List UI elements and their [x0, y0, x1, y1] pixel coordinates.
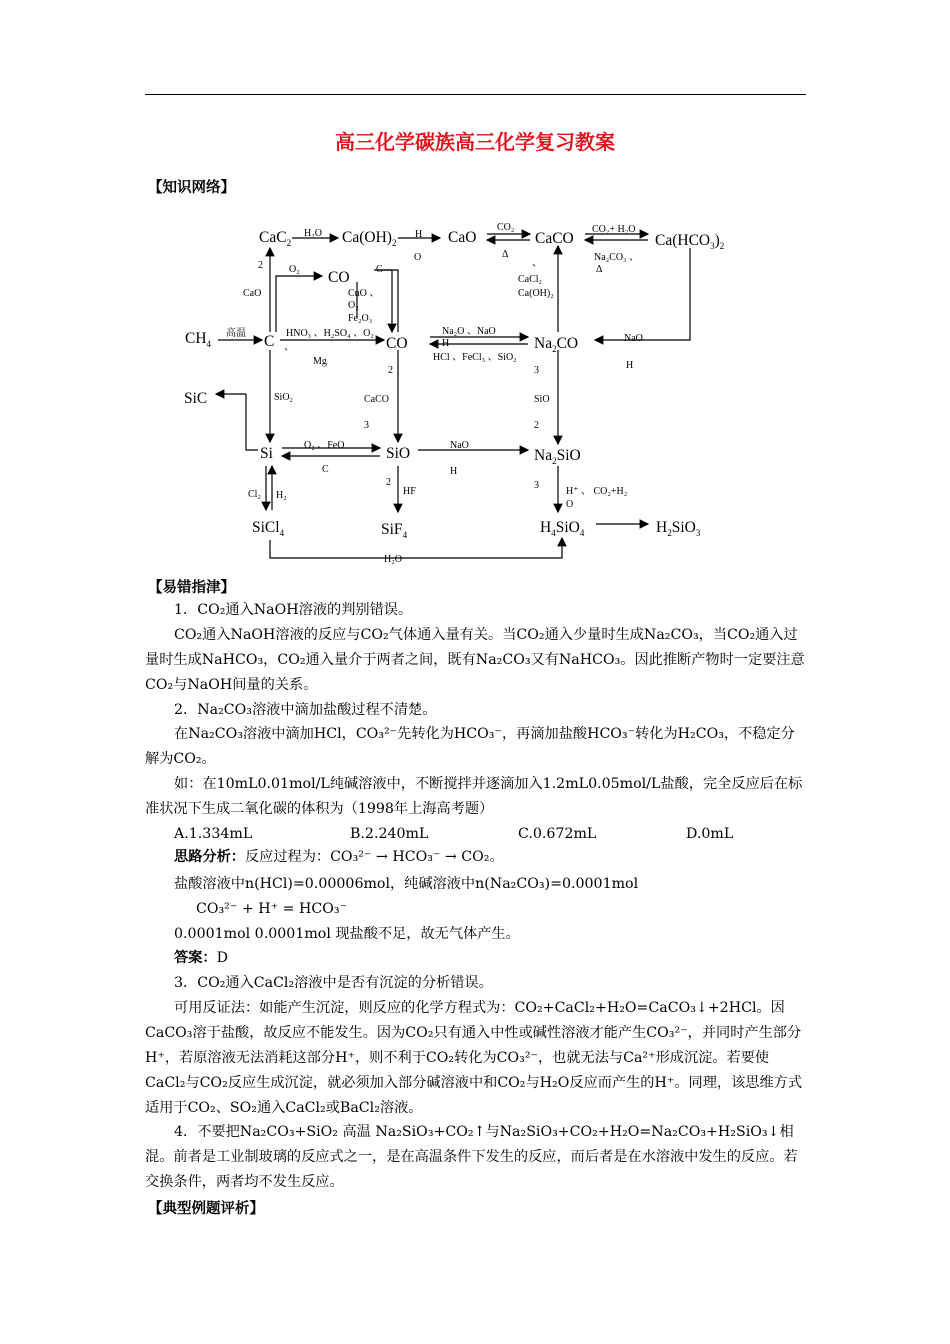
arrow-co-co2: [378, 270, 398, 332]
error-2-heading: 2．Na₂CO₃溶液中滴加盐酸过程不清楚。: [174, 702, 437, 718]
carbon-family-network-diagram: [0, 210, 950, 580]
label-sio2: SiO₂: [274, 392, 294, 403]
node-co2: CO: [328, 269, 350, 286]
node-na2sio3: $Na_2SiO$: [534, 447, 581, 466]
label-h2: H: [415, 229, 423, 240]
node-cahco32: $Ca(HCO_3)_2$: [655, 232, 725, 251]
label-hf: HF: [403, 486, 416, 497]
label-c: C: [376, 264, 383, 275]
error-4-paragraph: 4．不要把Na₂CO₃+SiO₂ 高温 Na₂SiO₃+CO₂↑与Na₂SiO₃+CO₂+H₂O=Na₂CO₃+H₂SiO₃↓相混。前者是工业制玻璃的反应式之一，是在高温条件下发生的反应，而后者是在水溶液中发生的反应。若交换条件，两者均不发生反应。: [145, 1124, 798, 1190]
label-cacl2: CaCl₂: [518, 274, 543, 285]
section-examples-heading: 【典型例题评析】: [148, 1201, 264, 1217]
label-sub2d: 2: [386, 477, 391, 488]
label-o2-feo: O₂ 、FeO: [304, 440, 345, 451]
node-sio2: SiO: [386, 445, 411, 462]
label-caoh2: Ca(OH)₂: [518, 288, 554, 299]
top-rule: [145, 94, 806, 95]
label-hcl: HCl 、FeCl₃ 、SiO₂: [433, 352, 517, 363]
label-hno3: HNO₃ 、H₂SO₄ 、O₂: [286, 328, 374, 339]
option-a: A.1.334mL: [174, 826, 253, 842]
analysis-moles: 0.0001mol 0.0001mol 现盐酸不足，故无气体产生。: [174, 926, 520, 942]
label-gaowen: 高温: [226, 328, 246, 339]
label-nao: NaO: [624, 333, 643, 344]
error-2-paragraph: 在Na₂CO₃溶液中滴加HCl，CO₃²⁻先转化为HCO₃⁻，再滴加盐酸HCO₃⁻转化为H₂CO₃，不稳定分解为CO₂。: [145, 726, 795, 767]
label-delta2: Δ: [596, 264, 603, 275]
node-co: CO: [386, 335, 408, 352]
node-h4sio4: $H_4SiO_4$: [540, 519, 585, 538]
analysis-line: [174, 845, 810, 870]
label-sub2c: 2: [534, 420, 539, 431]
label-sio2b: SiO: [534, 394, 550, 405]
error-1-heading: 1．CO₂通入NaOH溶液的判别错误。: [174, 602, 413, 618]
label-na2o-nao: Na₂O 、NaO: [442, 326, 496, 337]
label-nao-bottom: NaO: [450, 440, 469, 451]
node-cao: CaO: [448, 229, 477, 246]
label-cl2: Cl₂: [248, 489, 261, 500]
analysis-text: 反应过程为：CO₃²⁻ → HCO₃⁻ → CO₂。: [244, 849, 504, 865]
arrow-bottom-loop: [270, 538, 562, 558]
label-h2o-bottom: H₂O: [384, 554, 402, 565]
label-c-bottom: C: [322, 464, 329, 475]
label-co2-h2o: CO₂+ H₂O: [592, 224, 636, 235]
error-3-paragraph: 可用反证法：如能产生沉淀，则反应的化学方程式为：CO₂+CaCl₂+H₂O=CaCO₃↓+2HCl。因CaCO₃溶于盐酸，故反应不能发生。因为CO₂只有通入中性或碱性溶液才能产生CO₃²⁻，并同时产生部分H⁺，若原溶液无法消耗这部分H⁺，则不利于CO₂转化为CO₃²⁻，也就无法与Ca²⁺形成沉淀。若要使CaCl₂与CO₂反应生成沉淀，就必须加入部分碱溶液中和CO₂与H₂O反应而产生的H⁺。同理，该思维方式适用于CO₂、SO₂通入CaCl₂或BaCl₂溶液。: [145, 1000, 803, 1116]
answer-line: [174, 946, 810, 971]
label-mg: Mg: [313, 356, 327, 367]
node-c: C: [264, 333, 275, 350]
label-hplus: H⁺ 、 CO₂+H₂: [566, 486, 628, 497]
label-cuo: CuO 、: [348, 288, 380, 299]
label-dot: 、: [532, 258, 542, 269]
option-d: D.0mL: [686, 826, 734, 842]
node-caoh2: $Ca(OH)_2$: [342, 229, 397, 248]
label-sub3b: 3: [364, 420, 369, 431]
arrow-c-co2: [276, 276, 322, 332]
node-cac2: CaC$_2$: [259, 229, 292, 248]
label-o2b: O₂: [348, 300, 359, 311]
label-o2: O₂: [289, 264, 300, 275]
label-dun: 、: [284, 342, 294, 353]
option-b: B.2.240mL: [350, 826, 429, 842]
label-caco3: CaCO: [364, 394, 389, 405]
example-question: 如：在10mL0.01mol/L纯碱溶液中，不断搅拌并逐滴加入1.2mL0.05mol/L盐酸，完全反应后在标准状况下生成二氧化碳的体积为（1998年上海高考题）: [145, 776, 803, 817]
node-caco3: CaCO: [535, 230, 574, 247]
label-delta: Δ: [502, 249, 509, 260]
node-si: Si: [260, 445, 273, 462]
label-sub2b: 2: [388, 365, 393, 376]
option-c: C.0.672mL: [518, 826, 597, 842]
label-fe2o3: Fe₂O₃: [348, 313, 373, 324]
label-h: H: [442, 338, 450, 349]
answer-value: D: [216, 950, 228, 966]
analysis-amounts: 盐酸溶液中n(HCl)=0.00006mol，纯碱溶液中n(Na₂CO₃)=0.0001mol: [174, 876, 639, 892]
arrow-co2-co: [374, 270, 392, 332]
label-cao-left: CaO: [243, 288, 262, 299]
label-o-bottom: O: [566, 499, 574, 510]
node-sic: SiC: [184, 390, 208, 407]
label-sub3: 3: [534, 365, 539, 376]
label-h2o: H₂O: [304, 228, 322, 239]
node-ch4: $CH_4$: [185, 330, 212, 349]
label-o: O: [414, 252, 422, 263]
node-sif4: SiF$_4$: [381, 521, 408, 540]
label-h2b: H₂: [276, 490, 287, 501]
line-sic-si: [246, 394, 258, 450]
page-title: 高三化学碳族高三化学复习教案: [335, 130, 615, 154]
node-sicl4: SiCl$_4$: [252, 519, 285, 538]
node-na2co3: $Na_2CO$: [534, 335, 579, 354]
label-na2co3-dot: Na₂CO₃ 、: [594, 252, 640, 263]
section-network-heading: 【知识网络】: [148, 180, 235, 196]
label-sub3c: 3: [534, 480, 539, 491]
node-h2sio3: $H_2SiO_3$: [656, 519, 701, 538]
error-3-heading: 3．CO₂通入CaCl₂溶液中是否有沉淀的分析错误。: [174, 975, 493, 991]
error-1-paragraph: CO₂通入NaOH溶液的反应与CO₂气体通入量有关。当CO₂通入少量时生成Na₂CO₃，当CO₂通入过量时生成NaHCO₃，CO₂通入量介于两者之间，既有Na₂CO₃又有NaHCO₃。因此推断产物时一定要注意CO₂与NaOH间量的关系。: [145, 627, 805, 693]
label-h-bottom: H: [450, 466, 458, 477]
label-h-right: H: [626, 360, 634, 371]
label-sub2: 2: [258, 260, 263, 271]
label-co2-top: CO₂: [497, 222, 515, 233]
answer-label: 答案：: [174, 950, 217, 966]
analysis-label: 思路分析：: [174, 849, 245, 865]
analysis-equation: CO₃²⁻ + H⁺ = HCO₃⁻: [196, 901, 348, 917]
section-errors-heading: 【易错指津】: [148, 580, 235, 596]
